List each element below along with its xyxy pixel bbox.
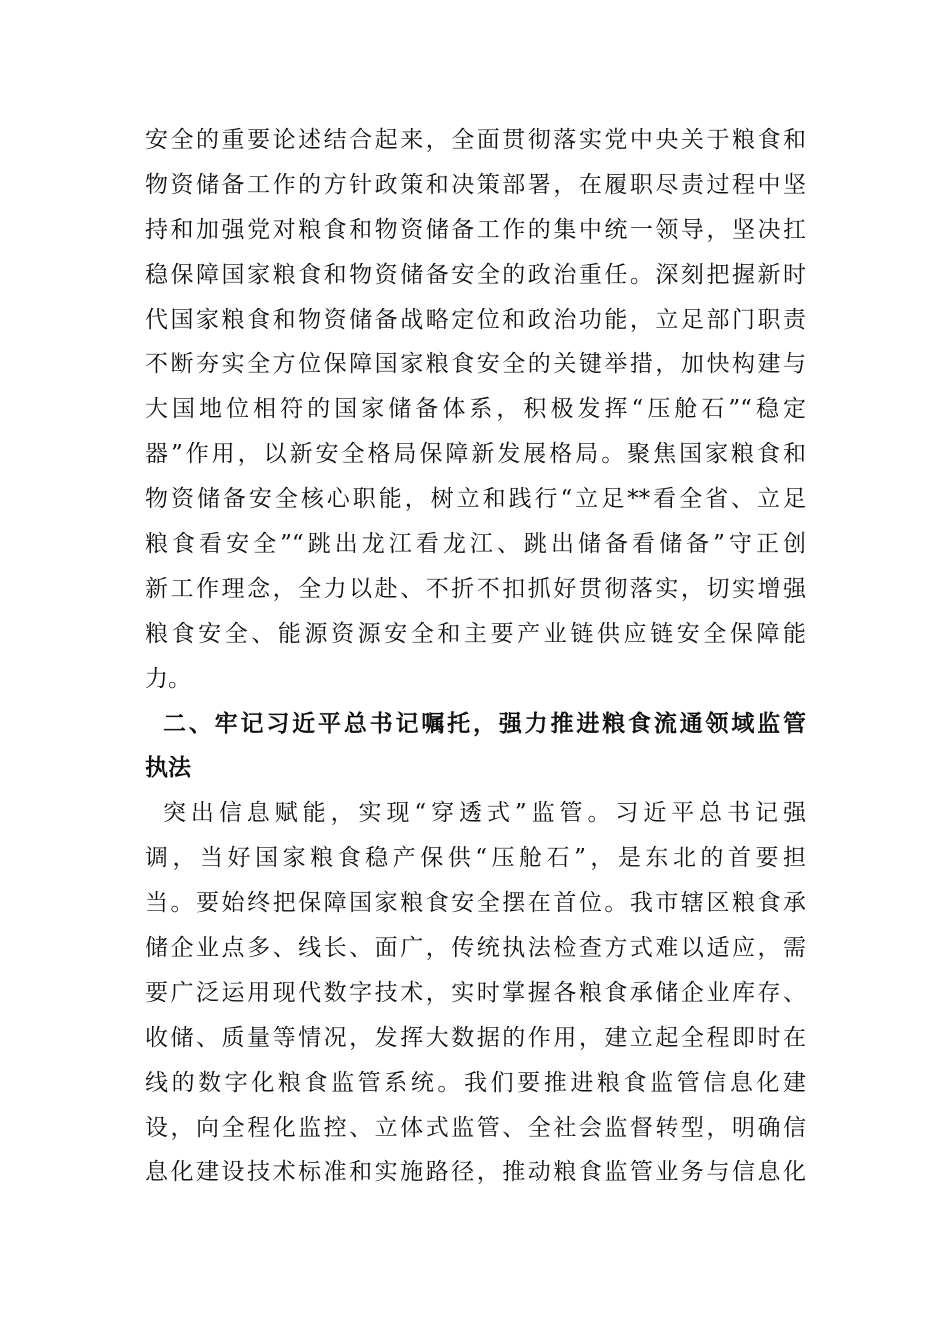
text-line: 粮食看安全”“跳出龙江看龙江、跳出储备看储备”守正创 <box>145 531 806 558</box>
section-heading-2 <box>145 702 806 792</box>
text-line: 力。 <box>145 665 191 692</box>
paragraph-2 <box>145 791 806 1195</box>
text-line: 物资储备安全核心职能，树立和践行“立足**看全省、立足 <box>145 486 806 513</box>
text-line: 突出信息赋能，实现“穿透式”监管。习近平总书记强 <box>163 800 806 827</box>
text-line: 物资储备工作的方针政策和决策部署，在履职尽责过程中坚 <box>145 171 806 198</box>
document-page <box>145 118 806 1195</box>
text-line: 息化建设技术标准和实施路径，推动粮食监管业务与信息化 <box>145 1159 806 1186</box>
text-line: 安全的重要论述结合起来，全面贯彻落实党中央关于粮食和 <box>145 127 806 153</box>
text-line: 新工作理念，全力以赴、不折不扣抓好贯彻落实，切实增强 <box>145 575 806 602</box>
text-line: 粮食安全、能源资源安全和主要产业链供应链安全保障能 <box>145 620 806 647</box>
text-line: 线的数字化粮食监管系统。我们要推进粮食监管信息化建 <box>145 1069 806 1096</box>
text-line: 持和加强党对粮食和物资储备工作的集中统一领导，坚决扛 <box>145 216 806 243</box>
text-line: 当。要始终把保障国家粮食安全摆在首位。我市辖区粮食承 <box>145 890 806 917</box>
text-line: 大国地位相符的国家储备体系，积极发挥“压舱石”“稳定 <box>145 396 806 423</box>
text-line: 二、牢记习近平总书记嘱托，强力推进粮食流通领域监管 <box>163 710 806 737</box>
text-line: 执法 <box>145 755 191 782</box>
text-line: 调，当好国家粮食稳产保供“压舱石”，是东北的首要担 <box>145 845 806 872</box>
text-line: 代国家粮食和物资储备战略定位和政治功能，立足部门职责 <box>145 306 806 333</box>
text-line: 收储、质量等情况，发挥大数据的作用，建立起全程即时在 <box>145 1024 806 1051</box>
text-line: 不断夯实全方位保障国家粮食安全的关键举措，加快构建与 <box>145 351 806 378</box>
text-line: 储企业点多、线长、面广，传统执法检查方式难以适应，需 <box>145 935 806 962</box>
text-line: 要广泛运用现代数字技术，实时掌握各粮食承储企业库存、 <box>145 979 806 1006</box>
text-line: 器”作用，以新安全格局保障新发展格局。聚焦国家粮食和 <box>145 441 806 468</box>
text-line: 设，向全程化监控、立体式监管、全社会监督转型，明确信 <box>145 1114 806 1141</box>
text-line: 稳保障国家粮食和物资储备安全的政治重任。深刻把握新时 <box>145 261 806 288</box>
paragraph-1 <box>145 118 806 702</box>
